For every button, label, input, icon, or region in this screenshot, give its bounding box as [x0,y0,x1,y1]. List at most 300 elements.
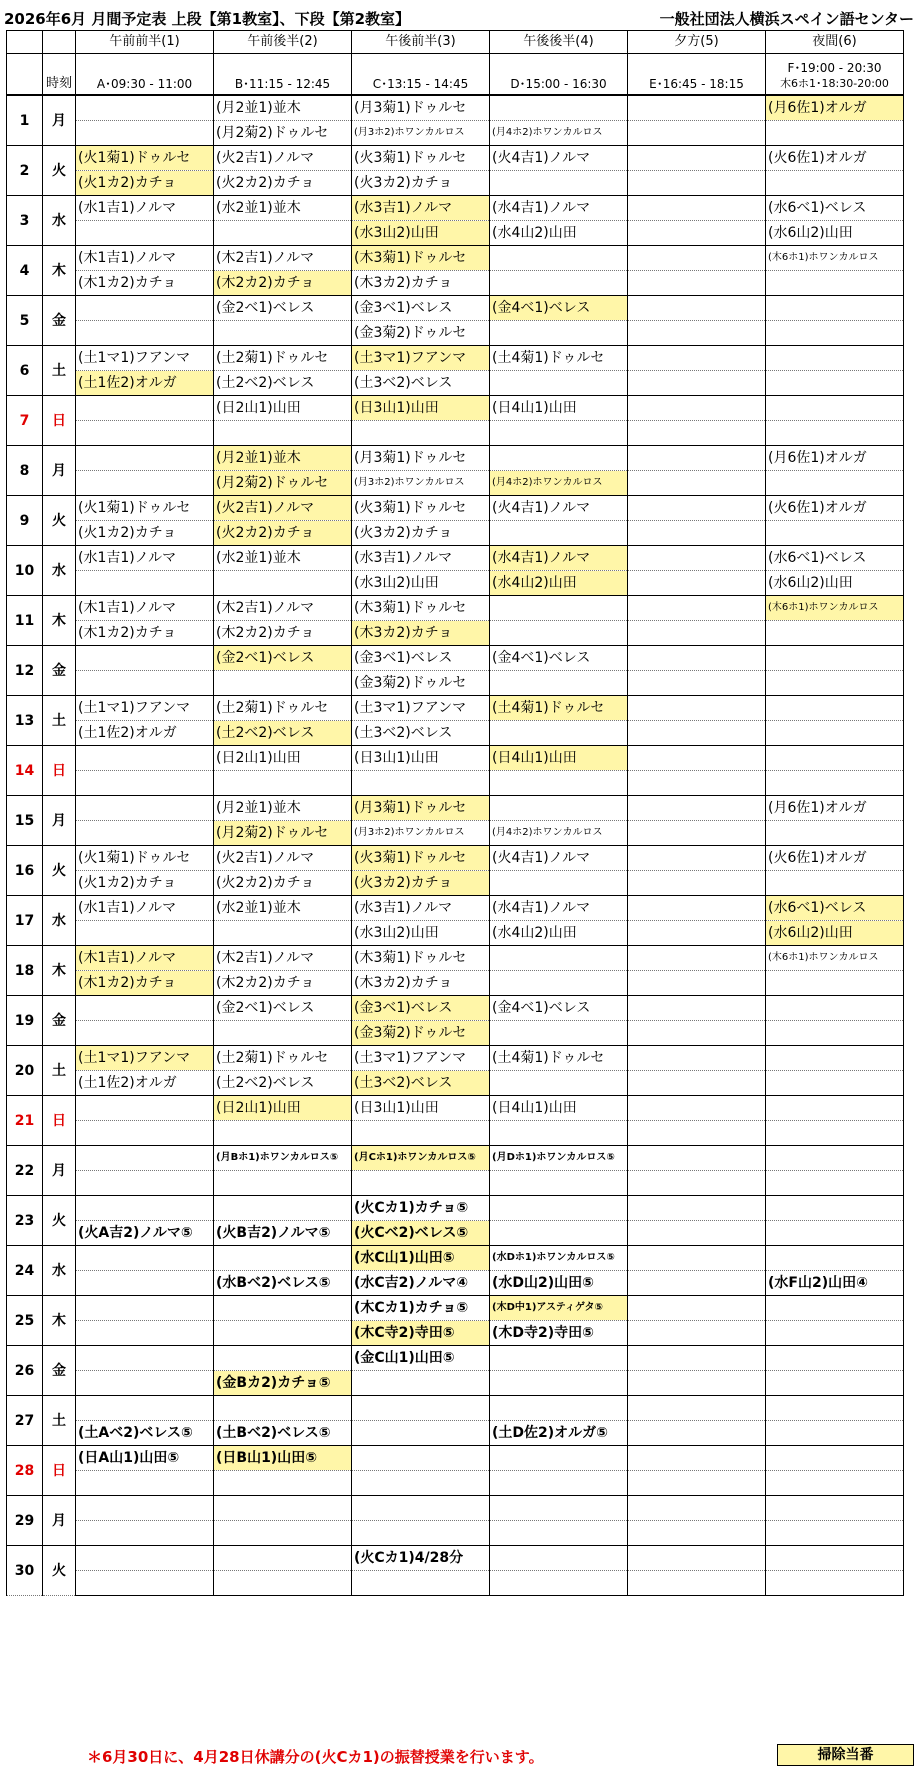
day-row [7,971,904,996]
class-slot [490,1521,628,1546]
class-slot [214,1346,352,1371]
class-slot [766,1021,904,1046]
day-number: 26 [7,1346,43,1396]
class-slot [766,1471,904,1496]
day-row [7,746,904,771]
class-slot [628,446,766,471]
class-slot: (水4吉1)ノルマ [490,546,628,571]
class-slot: (火Cカ1)4/28分 [352,1546,490,1571]
class-slot: (日4山1)山田 [490,1096,628,1121]
class-slot [490,1496,628,1521]
day-of-week: 土 [43,696,76,746]
class-slot [628,346,766,371]
class-slot [76,1321,214,1346]
class-slot: (土3ベ2)ベレス [352,1071,490,1096]
class-slot: (土3ベ2)ベレス [352,371,490,396]
class-slot: (金3ベ1)ベレス [352,996,490,1021]
class-slot [214,1471,352,1496]
day-number: 23 [7,1196,43,1246]
class-slot [76,121,214,146]
class-slot [628,796,766,821]
day-number: 29 [7,1496,43,1546]
class-slot [766,121,904,146]
class-slot: (金4ベ1)ベレス [490,996,628,1021]
class-slot [490,1121,628,1146]
class-slot: (水C山1)山田⑤ [352,1246,490,1271]
class-slot [766,621,904,646]
day-row [7,921,904,946]
time-header: B･11:15 - 12:45 [214,54,352,96]
day-of-week: 火 [43,846,76,896]
class-slot [214,1521,352,1546]
day-number: 4 [7,246,43,296]
day-row [7,821,904,846]
class-slot: (水4山2)山田 [490,921,628,946]
class-slot: (月2菊2)ドゥルセ [214,471,352,496]
class-slot [766,1571,904,1596]
day-row [7,1371,904,1396]
day-of-week: 火 [43,1546,76,1596]
class-slot: (土1マ1)フアンマ [76,346,214,371]
class-slot: (土Bベ2)ベレス⑤ [214,1421,352,1446]
class-slot [628,1096,766,1121]
class-slot [766,321,904,346]
class-slot [766,1321,904,1346]
class-slot: (日2山1)山田 [214,746,352,771]
class-slot: (火1カ2)カチョ [76,871,214,896]
day-of-week: 日 [43,396,76,446]
class-slot [490,771,628,796]
class-slot [214,1021,352,1046]
class-slot [628,371,766,396]
day-row [7,1021,904,1046]
class-slot: (木2カ2)カチョ [214,621,352,646]
class-slot [76,1396,214,1421]
class-slot [490,1546,628,1571]
class-slot [490,1396,628,1421]
day-of-week: 金 [43,646,76,696]
day-row [7,896,904,921]
class-slot [628,1221,766,1246]
day-of-week: 月 [43,1496,76,1546]
class-slot: (水2並1)並木 [214,546,352,571]
class-slot [766,721,904,746]
day-of-week: 木 [43,946,76,996]
day-row [7,721,904,746]
class-slot [766,646,904,671]
day-row [7,1446,904,1471]
class-slot [766,1521,904,1546]
class-slot: (金C山1)山田⑤ [352,1346,490,1371]
class-slot: (火4吉1)ノルマ [490,846,628,871]
day-row [7,146,904,171]
class-slot: (土3マ1)フアンマ [352,346,490,371]
day-row [7,1396,904,1421]
page-title: 2026年6月 月間予定表 上段【第1教室】、下段【第2教室】 [4,10,411,28]
day-row [7,796,904,821]
class-slot [628,646,766,671]
class-slot [766,1246,904,1271]
day-number: 12 [7,646,43,696]
class-slot [352,421,490,446]
class-slot: (火3菊1)ドゥルセ [352,496,490,521]
day-row [7,1471,904,1496]
day-number: 13 [7,696,43,746]
class-slot [628,746,766,771]
class-slot [628,996,766,1021]
class-slot: (火1菊1)ドゥルセ [76,496,214,521]
class-slot: (金4ベ1)ベレス [490,296,628,321]
class-slot [76,1021,214,1046]
class-slot [628,971,766,996]
day-row [7,296,904,321]
class-slot [352,1571,490,1596]
day-of-week: 木 [43,246,76,296]
day-row [7,1321,904,1346]
class-slot [214,671,352,696]
footnote: ＊6月30日に、4月28日休講分の(火Cカ1)の振替授業を行います。 [87,1748,544,1766]
class-slot [628,946,766,971]
class-slot: (月3ホ2)ホワンカルロス [352,121,490,146]
class-slot [628,121,766,146]
class-slot: (火3カ2)カチョ [352,171,490,196]
day-row [7,646,904,671]
class-slot [766,471,904,496]
cleaning-duty-label: 掃除当番 [777,1744,914,1766]
day-number: 22 [7,1146,43,1196]
class-slot [76,746,214,771]
period-header: 午前前半(1) [76,31,214,54]
day-row [7,271,904,296]
class-slot: (火1菊1)ドゥルセ [76,846,214,871]
class-slot: (土2ベ2)ベレス [214,1071,352,1096]
class-slot: (土1佐2)オルガ [76,371,214,396]
class-slot [490,1021,628,1046]
day-row [7,346,904,371]
day-row [7,371,904,396]
class-slot [766,271,904,296]
class-slot [766,1446,904,1471]
class-slot: (木1カ2)カチョ [76,971,214,996]
time-header: C･13:15 - 14:45 [352,54,490,96]
class-slot: (木2カ2)カチョ [214,271,352,296]
class-slot [214,921,352,946]
class-slot [766,821,904,846]
class-slot: (木2吉1)ノルマ [214,596,352,621]
day-row [7,1246,904,1271]
class-slot [628,696,766,721]
class-slot: (水Dホ1)ホワンカルロス⑤ [490,1246,628,1271]
day-number: 24 [7,1246,43,1296]
day-row [7,396,904,421]
class-slot [76,796,214,821]
class-slot: (金4ベ1)ベレス [490,646,628,671]
class-slot: (土4菊1)ドゥルセ [490,346,628,371]
class-slot [766,771,904,796]
class-slot [76,646,214,671]
day-of-week: 火 [43,146,76,196]
class-slot: (水2並1)並木 [214,896,352,921]
class-slot [766,171,904,196]
class-slot: (木3カ2)カチョ [352,621,490,646]
day-number: 2 [7,146,43,196]
class-slot: (水3山2)山田 [352,221,490,246]
day-number: 9 [7,496,43,546]
class-slot: (月Dホ1)ホワンカルロス⑤ [490,1146,628,1171]
class-slot: (月3菊1)ドゥルセ [352,796,490,821]
day-row [7,1171,904,1196]
day-row [7,846,904,871]
day-number: 25 [7,1296,43,1346]
class-slot: (土1マ1)フアンマ [76,1046,214,1071]
class-slot [490,1571,628,1596]
day-row [7,1096,904,1121]
class-slot [76,1096,214,1121]
class-slot [76,1196,214,1221]
class-slot: (月6佐1)オルガ [766,95,904,121]
class-slot [766,1346,904,1371]
time-header-line: 木6ホ1･18:30-20:00 [780,77,889,90]
day-row [7,196,904,221]
class-slot: (火6佐1)オルガ [766,496,904,521]
class-slot [214,1296,352,1321]
day-row [7,1271,904,1296]
class-slot [628,1421,766,1446]
class-slot: (火3カ2)カチョ [352,871,490,896]
class-slot: (木2吉1)ノルマ [214,246,352,271]
class-slot: (水D山2)山田⑤ [490,1271,628,1296]
day-row [7,946,904,971]
class-slot [628,271,766,296]
day-number: 8 [7,446,43,496]
class-slot: (水4吉1)ノルマ [490,896,628,921]
class-slot: (水3山2)山田 [352,921,490,946]
period-header: 午後後半(4) [490,31,628,54]
class-slot [214,221,352,246]
day-number: 17 [7,896,43,946]
class-slot [628,896,766,921]
class-slot [766,1046,904,1071]
class-slot [628,721,766,746]
day-number: 14 [7,746,43,796]
class-slot: (日A山1)山田⑤ [76,1446,214,1471]
class-slot: (水6ベ1)ベレス [766,546,904,571]
class-slot: (火A吉2)ノルマ⑤ [76,1221,214,1246]
class-slot [76,396,214,421]
class-slot: (日2山1)山田 [214,396,352,421]
class-slot [490,796,628,821]
day-row [7,121,904,146]
class-slot [766,371,904,396]
class-slot: (木3カ2)カチョ [352,271,490,296]
day-row [7,596,904,621]
class-slot: (土4菊1)ドゥルセ [490,696,628,721]
class-slot [628,1021,766,1046]
class-slot [214,1396,352,1421]
day-number: 10 [7,546,43,596]
class-slot [628,1296,766,1321]
class-slot [490,721,628,746]
day-row [7,546,904,571]
class-slot: (火1菊1)ドゥルセ [76,146,214,171]
time-header: E･16:45 - 18:15 [628,54,766,96]
period-header: 午後前半(3) [352,31,490,54]
time-header [766,54,904,96]
class-slot [766,1546,904,1571]
class-slot: (木1吉1)ノルマ [76,246,214,271]
class-slot [628,1271,766,1296]
class-slot: (水3吉1)ノルマ [352,196,490,221]
class-slot: (火Cベ2)ベレス⑤ [352,1221,490,1246]
class-slot [490,321,628,346]
class-slot [490,1446,628,1471]
class-slot [628,521,766,546]
day-number: 21 [7,1096,43,1146]
class-slot [628,1071,766,1096]
class-slot [628,471,766,496]
class-slot [766,1071,904,1096]
class-slot [490,946,628,971]
class-slot [628,1046,766,1071]
day-of-week: 水 [43,1246,76,1296]
class-slot [628,421,766,446]
class-slot [76,471,214,496]
class-slot [628,321,766,346]
class-slot [766,396,904,421]
day-row [7,1046,904,1071]
class-slot: (火B吉2)ノルマ⑤ [214,1221,352,1246]
class-slot [76,95,214,121]
day-number: 19 [7,996,43,1046]
class-slot: (金3ベ1)ベレス [352,646,490,671]
day-number: 18 [7,946,43,996]
class-slot [766,746,904,771]
class-slot: (火2吉1)ノルマ [214,846,352,871]
day-row [7,1496,904,1521]
class-slot: (火Cカ1)カチョ⑤ [352,1196,490,1221]
class-slot: (月6佐1)オルガ [766,796,904,821]
day-row [7,871,904,896]
class-slot [490,621,628,646]
class-slot [628,1546,766,1571]
class-slot: (土1マ1)フアンマ [76,696,214,721]
class-slot: (月3菊1)ドゥルセ [352,446,490,471]
class-slot [76,1271,214,1296]
day-of-week: 月 [43,446,76,496]
class-slot: (火4吉1)ノルマ [490,496,628,521]
class-slot [352,1171,490,1196]
day-row [7,671,904,696]
class-slot: (水6ベ1)ベレス [766,196,904,221]
class-slot [628,871,766,896]
class-slot: (水4吉1)ノルマ [490,196,628,221]
class-slot: (火3菊1)ドゥルセ [352,146,490,171]
class-slot [766,996,904,1021]
day-of-week: 金 [43,996,76,1046]
day-of-week: 火 [43,496,76,546]
day-number: 3 [7,196,43,246]
organization-name: 一般社団法人横浜スペイン語センター [659,10,914,28]
class-slot: (木3菊1)ドゥルセ [352,246,490,271]
day-number: 28 [7,1446,43,1496]
day-row [7,1221,904,1246]
class-slot: (月2並1)並木 [214,95,352,121]
class-slot [490,1371,628,1396]
class-slot: (水1吉1)ノルマ [76,896,214,921]
class-slot: (日4山1)山田 [490,396,628,421]
class-slot [766,1171,904,1196]
class-slot [628,1471,766,1496]
class-slot [628,821,766,846]
class-slot [352,1121,490,1146]
period-header: 夕方(5) [628,31,766,54]
day-row [7,1146,904,1171]
day-row [7,221,904,246]
class-slot: (火2カ2)カチョ [214,171,352,196]
class-slot [214,771,352,796]
class-slot [766,1146,904,1171]
class-slot [766,1371,904,1396]
class-slot: (木1吉1)ノルマ [76,946,214,971]
class-slot: (金3菊2)ドゥルセ [352,671,490,696]
class-slot [214,1121,352,1146]
time-header: D･15:00 - 16:30 [490,54,628,96]
class-slot [628,396,766,421]
class-slot: (木3カ2)カチョ [352,971,490,996]
class-slot: (水1吉1)ノルマ [76,196,214,221]
day-row [7,246,904,271]
class-slot [628,1396,766,1421]
class-slot [628,596,766,621]
class-slot [490,246,628,271]
day-row [7,1121,904,1146]
class-slot: (火6佐1)オルガ [766,146,904,171]
class-slot [352,771,490,796]
class-slot [490,671,628,696]
class-slot [628,221,766,246]
class-slot: (木D寺2)寺田⑤ [490,1321,628,1346]
class-slot: (木2カ2)カチョ [214,971,352,996]
class-slot [628,621,766,646]
class-slot [214,1546,352,1571]
class-slot: (月4ホ2)ホワンカルロス [490,821,628,846]
time-label: 時刻 [43,54,76,96]
day-number: 6 [7,346,43,396]
day-row [7,1521,904,1546]
class-slot [214,1321,352,1346]
class-slot: (火4吉1)ノルマ [490,146,628,171]
class-slot [766,296,904,321]
class-slot: (水F山2)山田④ [766,1271,904,1296]
day-row [7,696,904,721]
class-slot [490,1471,628,1496]
class-slot: (日3山1)山田 [352,1096,490,1121]
class-slot [766,1096,904,1121]
class-slot: (月6佐1)オルガ [766,446,904,471]
day-row [7,171,904,196]
class-slot [628,771,766,796]
class-slot: (火1カ2)カチョ [76,171,214,196]
class-slot: (金3菊2)ドゥルセ [352,321,490,346]
day-number: 1 [7,95,43,146]
class-slot [628,571,766,596]
class-slot [766,521,904,546]
day-of-week: 土 [43,346,76,396]
day-of-week: 水 [43,196,76,246]
class-slot [214,1196,352,1221]
class-slot: (月Cホ1)ホワンカルロス⑤ [352,1146,490,1171]
day-row [7,996,904,1021]
